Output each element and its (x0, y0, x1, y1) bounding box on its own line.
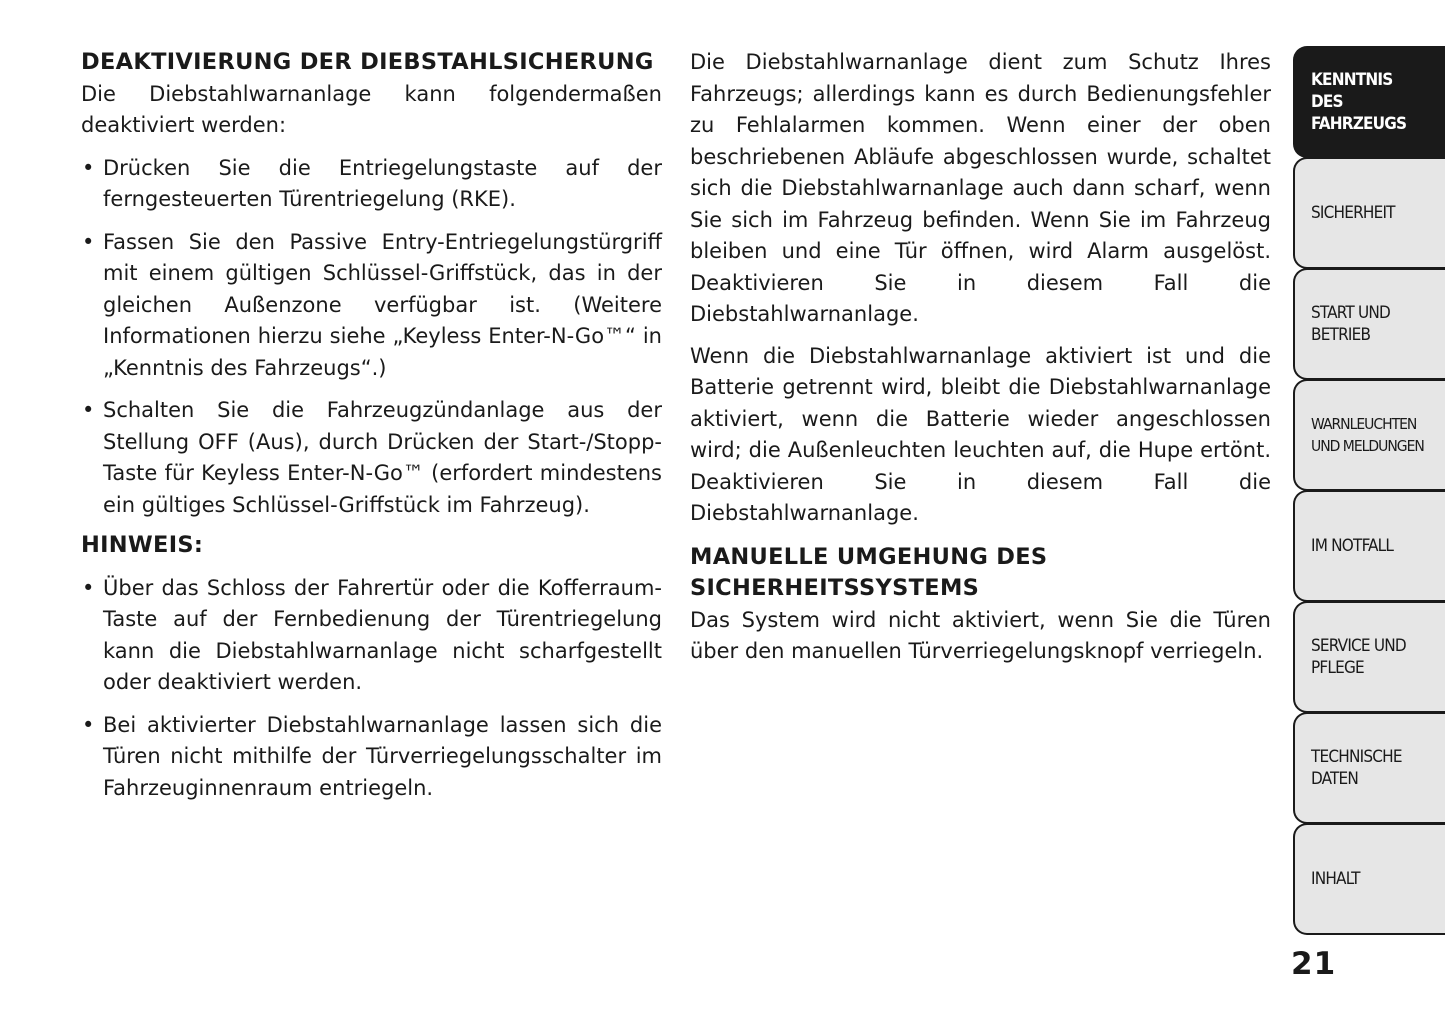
chapter-tabs (1293, 46, 1445, 934)
list-item: • Schalten Sie die Fahrzeugzündanlage aus der Stellung OFF (Aus), durch Drücken der Start-/Stopp-Taste für Keyless Enter-N-Go™ (erfordert mindestens ein gültiges Schlüssel-Griffstück im Fahrzeug). (81, 395, 662, 521)
tab-service-und-pflege[interactable]: SERVICE UND PFLEGE (1293, 601, 1445, 713)
tab-start-und-betrieb[interactable]: START UND BETRIEB (1293, 268, 1445, 380)
tab-sicherheit[interactable]: SICHERHEIT (1293, 157, 1445, 269)
page-number: 21 (1291, 946, 1337, 982)
note-heading: HINWEIS: (81, 532, 204, 558)
deactivation-list (81, 153, 662, 522)
list-item: • Über das Schloss der Fahrertür oder die Kofferraum-Taste auf der Fernbedienung der Türentriegelung kann die Diebstahlwarnanlage nicht scharfgestellt oder deaktiviert werden. (81, 573, 662, 699)
tab-kenntnis-des-fahrzeugs[interactable]: KENNTNIS DES FAHRZEUGS (1293, 46, 1445, 158)
left-column (81, 47, 662, 804)
tab-technische-daten[interactable]: TECHNISCHE DATEN (1293, 712, 1445, 824)
paragraph-battery: Wenn die Diebstahlwarnanlage aktiviert ist und die Batterie getrennt wird, bleibt die Diebstahlwarnanlage aktiviert, wenn die Batterie wieder angeschlossen wird; die Außenleuchten leuchten auf, die Hupe ertönt. Deaktivieren Sie in diesem Fall die Diebstahlwarnanlage. (690, 343, 1271, 525)
list-item: • Drücken Sie die Entriegelungstaste auf der ferngesteuerten Türentriegelung (RKE). (81, 153, 662, 216)
section-heading-manual-override: MANUELLE UMGEHUNG DES SICHERHEITSSYSTEMS (690, 543, 1048, 601)
note-list (81, 573, 662, 805)
paragraph-manual-lock: Das System wird nicht aktiviert, wenn Sie die Türen über den manuellen Türverriegelungsknopf verriegeln. (690, 607, 1271, 663)
list-item: • Bei aktivierter Diebstahlwarnanlage lassen sich die Türen nicht mithilfe der Türverriegelungsschalter im Fahrzeuginnenraum entriegeln. (81, 710, 662, 805)
tab-im-notfall[interactable]: IM NOTFALL (1293, 490, 1445, 602)
section-heading-deactivation: DEAKTIVIERUNG DER DIEBSTAHLSICHERUNG (81, 49, 654, 75)
tab-inhalt[interactable]: INHALT (1293, 823, 1445, 935)
list-item: • Fassen Sie den Passive Entry-Entriegelungstürgriff mit einem gültigen Schlüssel-Griffstück, das in der gleichen Außenzone verfügbar ist. (Weitere Informationen hierzu siehe „Keyless Enter-N-Go™“ in „Kenntnis des Fahrzeugs“.) (81, 227, 662, 385)
right-column (690, 47, 1271, 668)
intro-paragraph: Die Diebstahlwarnanlage kann folgendermaßen deaktiviert werden: (81, 81, 662, 137)
paragraph-false-alarm: Die Diebstahlwarnanlage dient zum Schutz Ihres Fahrzeugs; allerdings kann es durch Bedienungsfehler zu Fehlalarmen kommen. Wenn einer der oben beschriebenen Abläufe abgeschlossen wurde, schaltet sich die Diebstahlwarnanlage auch dann scharf, wenn Sie sich im Fahrzeug befinden. Wenn Sie im Fahrzeug bleiben und eine Tür öffnen, wird Alarm ausgelöst. Deaktivieren Sie in diesem Fall die Diebstahlwarnanlage. (690, 50, 1271, 326)
tab-warnleuchten[interactable]: WARNLEUCHTEN UND MELDUNGEN (1293, 379, 1445, 491)
